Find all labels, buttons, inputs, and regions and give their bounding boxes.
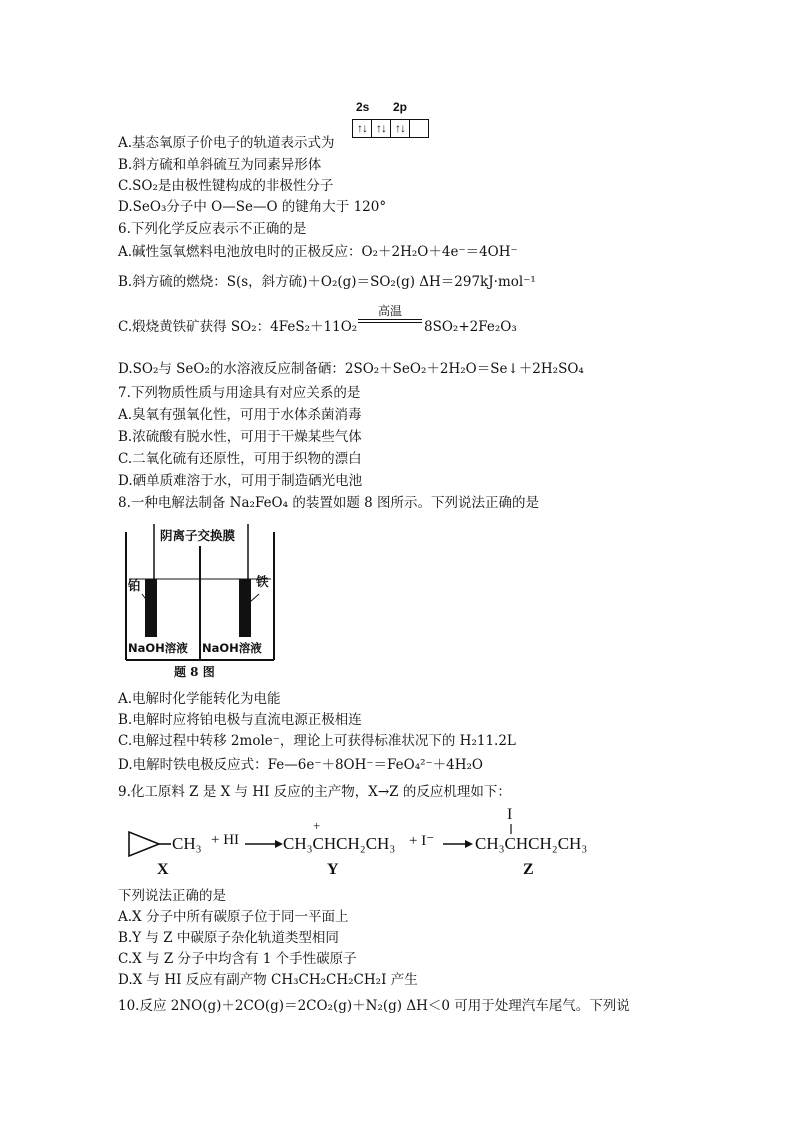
orbital-diagram [352,100,432,142]
q5-option-b: B.斜方硫和单斜硫互为同素异形体 [118,157,322,173]
label-z: Z [523,861,534,878]
plus-hi: + HI [211,832,240,848]
q9-mechanism [125,806,605,886]
q6-option-d: D.SO₂与 SeO₂的水溶液反应制备硒：2SO₂＋SeO₂＋2H₂O＝Se↓＋2H₂SO₄ [118,361,584,377]
orbital-label-2p: 2p [393,100,408,114]
q8-option-a: A.电解时化学能转化为电能 [118,691,281,707]
q7-option-b: B.浓硫酸有脱水性，可用于干燥某些气体 [118,429,362,445]
z-formula: CH₃CHCH₂CH₃ [475,834,588,853]
q6-condition-text: 高温 [377,304,402,318]
electrolysis-cell-diagram [122,522,282,682]
orbital-box-2p-2: ↑↓ [391,120,410,137]
q6-option-c-left: C.煅烧黄铁矿获得 SO₂：4FeS₂＋11O₂ [118,319,358,335]
q6-option-a: A.碱性氢氧燃料电池放电时的正极反应：O₂＋2H₂O＋4e⁻＝4OH⁻ [118,244,518,260]
q9-option-b: B.Y 与 Z 中碳原子杂化轨道类型相同 [118,930,339,946]
q6-condition [358,304,422,323]
q9-option-c: C.X 与 Z 分子中均含有 1 个手性碳原子 [118,951,357,967]
label-x: X [157,861,169,878]
q8-fe-label: 铁 [256,574,269,589]
q7-stem: 7.下列物质性质与用途具有对应关系的是 [118,385,361,401]
orbital-box-2p-1: ↑↓ [372,120,391,137]
q8-membrane-label: 阴离子交换膜 [160,528,236,543]
q7-option-d: D.硒单质难溶于水，可用于制造硒光电池 [118,473,363,489]
q9-sub-stem: 下列说法正确的是 [118,888,226,904]
x-methyl: CH₃ [172,834,202,853]
q9-stem: 9.化工原料 Z 是 X 与 HI 反应的主产物，X→Z 的反应机理如下： [118,784,511,800]
y-formula: CH₃CHCH₂CH₃ [283,834,396,853]
q8-figure [122,522,282,682]
q9-option-d: D.X 与 HI 反应有副产物 CH₃CH₂CH₂CH₂I 产生 [118,972,418,988]
orbital-box-2s: ↑↓ [353,120,372,137]
orbital-box-2p-3 [410,120,428,137]
orbital-boxes [352,119,429,138]
q5-option-d: D.SeO₃分子中 O—Se—O 的键角大于 120° [118,199,387,215]
q5-option-a: A.基态氧原子价电子的轨道表示式为 [118,135,335,151]
q8-figure-caption: 题 8 图 [174,665,215,679]
q9-option-a: A.X 分子中所有碳原子位于同一平面上 [118,909,349,925]
q8-pt-label: 铂 [128,578,141,593]
q6-stem: 6.下列化学反应表示不正确的是 [118,221,307,237]
q7-option-c: C.二氧化硫有还原性，可用于织物的漂白 [118,451,362,467]
q8-option-c: C.电解过程中转移 2mole⁻，理论上可获得标准状况下的 H₂11.2L [118,733,516,749]
q8-option-b: B.电解时应将铂电极与直流电源正极相连 [118,712,362,728]
plus-iodide: + I⁻ [409,833,435,849]
q6-option-c-right: 8SO₂+2Fe₂O₃ [424,319,517,335]
orbital-label-2s: 2s [356,100,370,114]
y-carbocation-plus: + [313,818,321,833]
q5-option-c: C.SO₂是由极性键构成的非极性分子 [118,178,334,194]
q7-option-a: A.臭氧有强氧化性，可用于水体杀菌消毒 [118,407,362,423]
q6-condition-double-line [358,319,422,323]
label-y: Y [327,861,339,878]
q6-option-b: B.斜方硫的燃烧：S(s，斜方硫)＋O₂(g)＝SO₂(g) ΔH＝297kJ·mol⁻¹ [118,274,536,290]
q8-option-d: D.电解时铁电极反应式：Fe—6e⁻＋8OH⁻＝FeO₄²⁻＋4H₂O [118,757,483,773]
q8-solution-right: NaOH溶液 [202,641,262,655]
q8-stem: 8.一种电解法制备 Na₂FeO₄ 的装置如题 8 图所示。下列说法正确的是 [118,495,540,511]
q10-stem: 10.反应 2NO(g)＋2CO(g)＝2CO₂(g)＋N₂(g) ΔH＜0 可用于处理汽车尾气。下列说 [118,998,630,1014]
q8-solution-left: NaOH溶液 [128,641,188,655]
z-iodine: I [507,806,513,823]
